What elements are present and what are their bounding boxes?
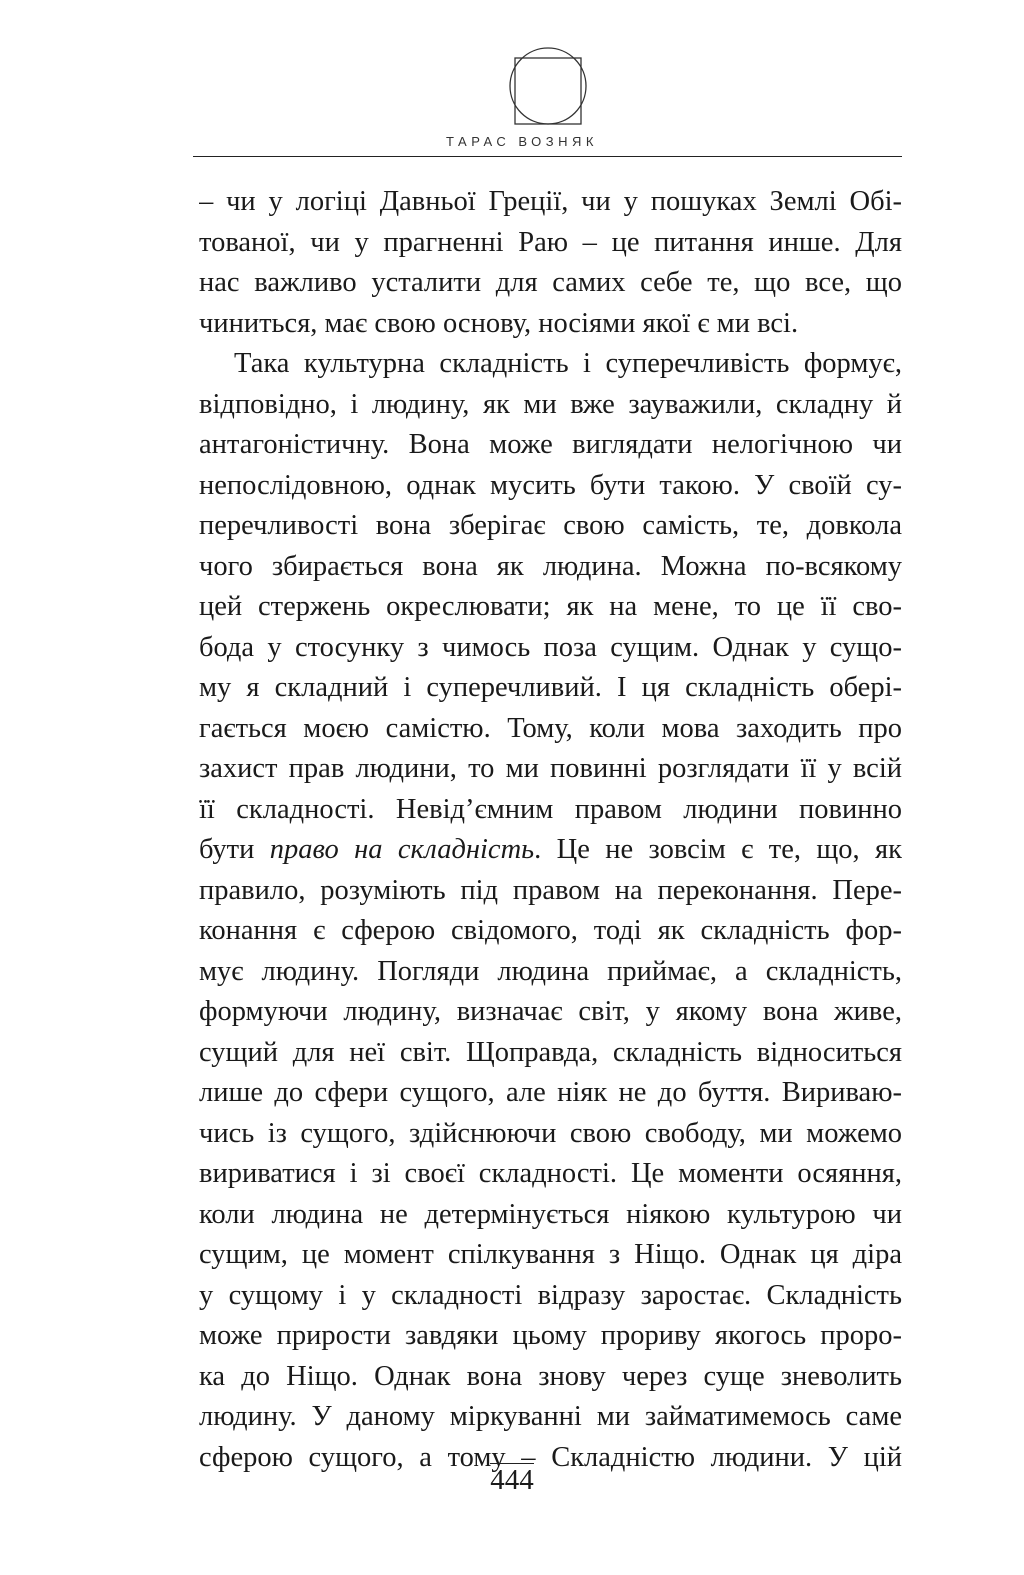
text-line-with-emphasis (199, 830, 902, 871)
circle-square-logo-icon (508, 46, 588, 126)
text-line: чого збирається вона як людина. Можна по-всякому (199, 550, 902, 582)
text-line: правило, розуміють під правом на переконання. Пере- (199, 874, 902, 906)
text-line: непослідовною, однак мусить бути такою. У своїй су- (199, 469, 902, 501)
text-line: перечливості вона зберігає свою самість, те, довкола (199, 510, 902, 541)
text-line: Така культурна складність і суперечливість формує, (234, 348, 902, 379)
text-line: захист прав людини, то ми повинні розглядати її у всій (199, 753, 902, 784)
header-rule (193, 156, 902, 157)
text-line: цей стержень окреслювати; як на мене, то це її сво- (199, 591, 902, 622)
text-line: сферою сущого, а тому – Складністю людини. У цій (199, 1441, 902, 1473)
text-line: мує людину. Погляди людина приймає, а складність, (199, 955, 902, 987)
body-text (199, 182, 902, 1478)
text-line: лише до сфери сущого, але ніяк не до буття. Вириваю- (199, 1077, 902, 1108)
text-line: коли людина не детермінується ніякою культурою чи (199, 1198, 902, 1230)
text-line: сущим, це момент спілкування з Ніщо. Однак ця діра (199, 1239, 902, 1270)
text-line: формуючи людину, визначає світ, у якому вона живе, (199, 996, 902, 1027)
text-line: чиниться, має свою основу, носіями якої є ми всі. (199, 307, 799, 339)
text-line: у сущому і у складності відразу заростає. Складність (199, 1279, 902, 1311)
text-line: – чи у логіці Давньої Греції, чи у пошуках Землі Обі- (199, 186, 902, 217)
text-line: може прирости завдяки цьому прориву якогось проро- (199, 1320, 902, 1351)
running-head: ТАРАС ВОЗНЯК (446, 134, 598, 149)
text-line: людину. У даному міркуванні ми займатимемось саме (199, 1401, 902, 1432)
page-number (0, 1463, 1024, 1497)
text-line: ка до Ніщо. Однак вона знову через суще зневолить (199, 1360, 902, 1392)
text-line: му я складний і суперечливий. І ця складність обері- (199, 672, 902, 703)
text-line: тованої, чи у прагненні Раю – це питання инше. Для (199, 226, 902, 258)
text-line: конання є сферою свідомого, тоді як складність фор- (199, 915, 902, 946)
text-line: її складності. Невід’ємним правом людини повинно (199, 793, 902, 825)
page-number-text: 444 (490, 1464, 534, 1496)
text-run: . Це не зовсім є те, що, як (534, 834, 902, 865)
text-line: гається моєю самістю. Тому, коли мова заходить про (199, 712, 902, 744)
text-line: нас важливо усталити для самих себе те, що все, що (199, 267, 902, 298)
text-run: бути (199, 834, 270, 865)
text-line: бода у стосунку з чимось поза сущим. Однак у сущо- (199, 631, 902, 663)
text-line: сущий для неї світ. Щоправда, складність відноситься (199, 1036, 902, 1068)
text-line: вириватися і зі своєї складності. Це моменти осяяння, (199, 1158, 902, 1189)
text-line: антагоністичну. Вона може виглядати нелогічною чи (199, 429, 902, 460)
italic-emphasis: право на складність (269, 834, 535, 865)
text-line: чись із сущого, здійснюючи свою свободу, ми можемо (199, 1117, 902, 1149)
text-line: відповідно, і людину, як ми вже зауважили, складну й (199, 388, 902, 420)
